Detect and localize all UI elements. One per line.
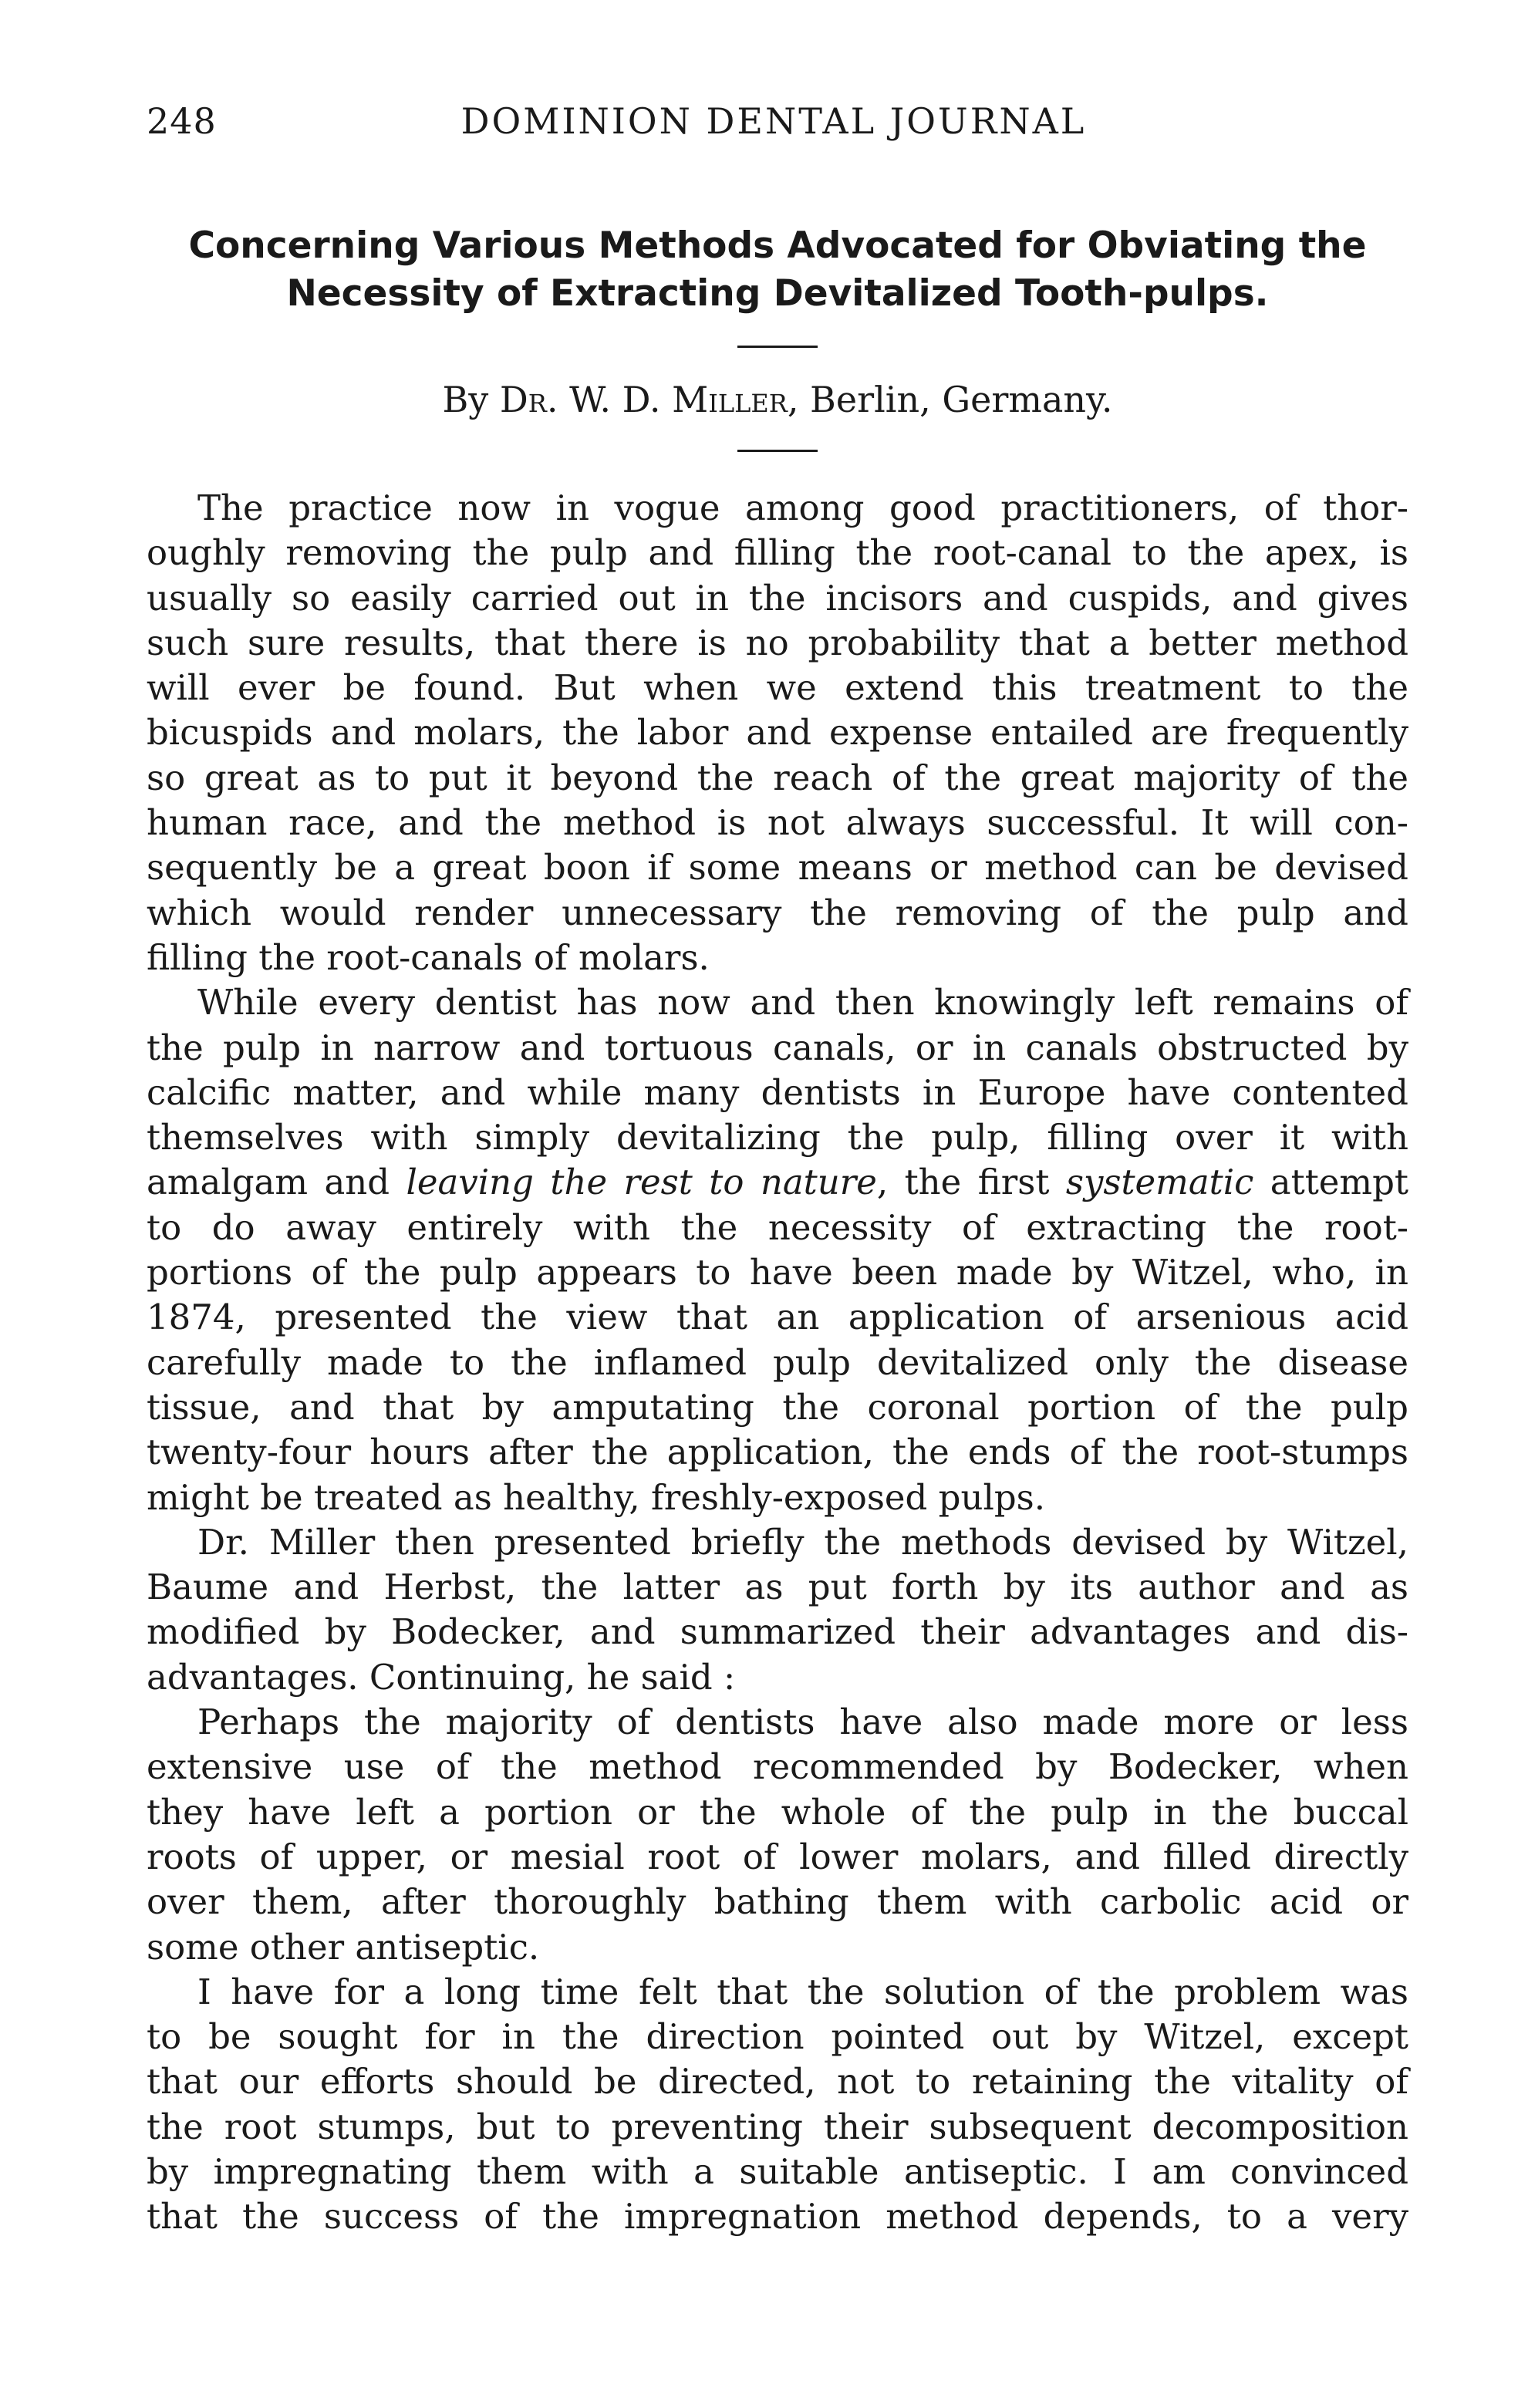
text-line: by impregnating them with a suitable antiseptic. I am convinced: [147, 2150, 1408, 2192]
text-line: over them, after thoroughly bathing them with carbolic acid or: [147, 1881, 1408, 1923]
text-run: amalgam and: [147, 1162, 406, 1203]
article-body: [147, 486, 1408, 2240]
title-divider: [737, 346, 818, 348]
text-line: such sure results, that there is no probability that a better method: [147, 622, 1408, 663]
article-title: [147, 222, 1408, 318]
text-line: I have for a long time felt that the solution of the problem was: [197, 1971, 1408, 2012]
text-line: twenty-four hours after the application, the ends of the root-stumps: [147, 1432, 1408, 1473]
paragraph-3: [147, 1520, 1408, 1700]
italic-phrase: leaving the rest to nature: [406, 1162, 877, 1203]
article-title-line-1: Concerning Various Methods Advocated for Obviating the: [188, 224, 1367, 267]
byline-location: , Berlin, Germany.: [787, 379, 1113, 420]
byline: [147, 377, 1408, 422]
text-line: roots of upper, or mesial root of lower molars, and filled directly: [147, 1836, 1408, 1877]
text-run: , the first: [876, 1162, 1066, 1203]
article-title-line-2: Necessity of Extracting Devitalized Tooth-pulps.: [286, 272, 1269, 315]
journal-page: [147, 100, 1408, 2240]
text-line: tissue, and that by amputating the coronal portion of the pulp: [147, 1386, 1408, 1428]
text-line: themselves with simply devitalizing the pulp, filling over it with: [147, 1117, 1408, 1158]
text-line-with-italics: [147, 1160, 1408, 1205]
text-line: to be sought for in the direction pointed out by Witzel, except: [147, 2016, 1408, 2058]
text-line: While every dentist has now and then knowingly left remains of: [197, 982, 1408, 1024]
text-run: attempt: [1253, 1162, 1408, 1203]
text-line: 1874, presented the view that an application of arsenious acid: [147, 1297, 1408, 1338]
journal-title: DOMINION DENTAL JOURNAL: [460, 100, 1087, 142]
text-line: Dr. Miller then presented briefly the methods devised by Witzel,: [197, 1521, 1408, 1563]
text-line: that our efforts should be directed, not to retaining the vitality of: [147, 2061, 1408, 2103]
text-line: human race, and the method is not always successful. It will con-: [147, 802, 1408, 844]
paragraph-5: [147, 1970, 1408, 2240]
text-line: they have left a portion or the whole of the pulp in the buccal: [147, 1791, 1408, 1833]
text-line: might be treated as healthy, freshly-exposed pulps.: [147, 1476, 1046, 1518]
text-line: carefully made to the inflamed pulp devitalized only the disease: [147, 1341, 1408, 1383]
text-line: to do away entirely with the necessity of extracting the root-: [147, 1206, 1408, 1248]
text-line: some other antiseptic.: [147, 1926, 540, 1968]
text-line: sequently be a great boon if some means or method can be devised: [147, 847, 1408, 889]
text-line: so great as to put it beyond the reach of the great majority of the: [147, 757, 1408, 798]
text-line: bicuspids and molars, the labor and expense entailed are frequently: [147, 712, 1408, 754]
text-line: will ever be found. But when we extend this treatment to the: [147, 667, 1408, 709]
text-line: which would render unnecessary the removing of the pulp and: [147, 892, 1408, 933]
byline-divider: [737, 450, 818, 452]
text-line: calcific matter, and while many dentists in Europe have contented: [147, 1071, 1408, 1113]
text-line: oughly removing the pulp and filling the root-canal to the apex, is: [147, 532, 1408, 574]
paragraph-1: [147, 486, 1408, 980]
page-number: 248: [147, 100, 217, 142]
paragraph-2: [147, 980, 1408, 1520]
author-name: Dr. W. D. Miller: [499, 379, 788, 420]
text-line: advantages. Continuing, he said :: [147, 1656, 736, 1698]
paragraph-4: [147, 1700, 1408, 1970]
text-line: that the success of the impregnation method depends, to a very: [147, 2196, 1408, 2238]
text-line: portions of the pulp appears to have been made by Witzel, who, in: [147, 1252, 1408, 1293]
text-line: extensive use of the method recommended by Bodecker, when: [147, 1746, 1408, 1788]
italic-word: systematic: [1065, 1162, 1254, 1203]
text-line: modified by Bodecker, and summarized their advantages and dis-: [147, 1611, 1408, 1653]
text-line: Baume and Herbst, the latter as put forth by its author and as: [147, 1567, 1408, 1608]
text-line: filling the root-canals of molars.: [147, 936, 710, 978]
text-line: the root stumps, but to preventing their subsequent decomposition: [147, 2106, 1408, 2147]
text-line: usually so easily carried out in the incisors and cuspids, and gives: [147, 577, 1408, 619]
text-line: Perhaps the majority of dentists have also made more or less: [197, 1701, 1408, 1743]
text-line: The practice now in vogue among good practitioners, of thor-: [197, 487, 1408, 528]
byline-prefix: By: [442, 379, 500, 420]
running-head: [147, 100, 1408, 154]
text-line: the pulp in narrow and tortuous canals, or in canals obstructed by: [147, 1027, 1408, 1068]
